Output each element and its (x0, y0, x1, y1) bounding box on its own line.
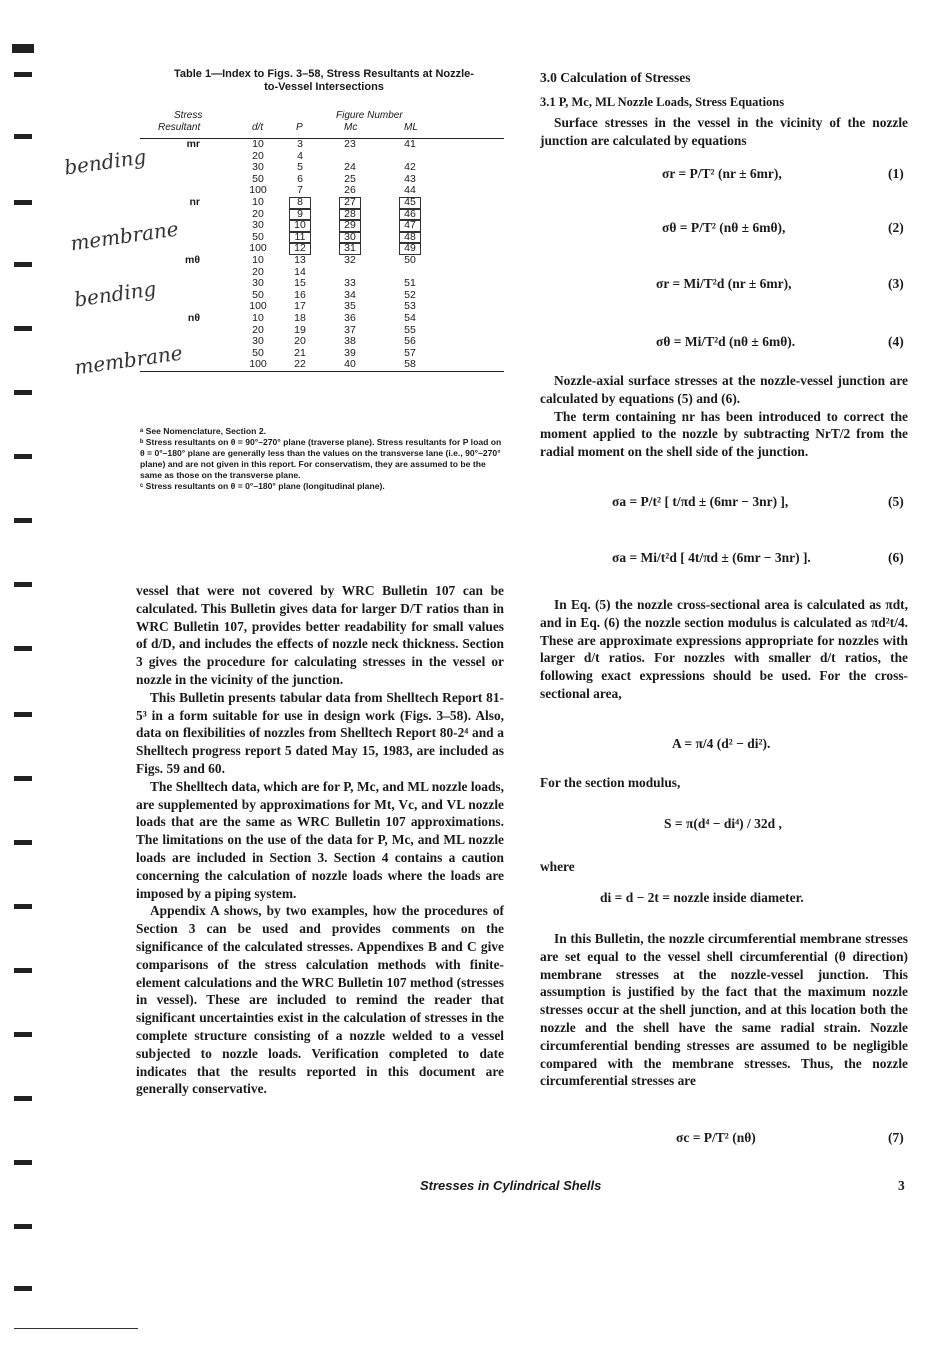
table-cell-ml: 58 (404, 358, 416, 371)
margin-mark (14, 72, 32, 77)
table-cell-ml: 46 (399, 209, 421, 221)
table-cell-ml: 50 (404, 253, 416, 266)
equation-area: A = π/4 (d² − di²). (672, 736, 771, 751)
table-cell-ml: 51 (404, 277, 416, 290)
paragraph: For the section modulus, (540, 775, 681, 790)
table-cell-ml: 42 (404, 161, 416, 174)
equation-number: (3) (888, 276, 904, 291)
table-cell-mc: 36 (344, 311, 356, 324)
header-dt: d/t (252, 122, 264, 133)
equation-number: (4) (888, 334, 904, 349)
table-row (140, 139, 504, 151)
where-text (540, 858, 908, 876)
header-resultant: Resultant (158, 122, 201, 133)
table-cell-ml: 44 (404, 184, 416, 197)
axial-paragraph (540, 372, 908, 461)
table-cell-p: 3 (297, 138, 303, 150)
table-cell-dt: 20 (252, 149, 264, 162)
table-cell-p: 17 (294, 300, 306, 313)
table-cell-p: 11 (289, 232, 311, 244)
table-cell-mc: 37 (344, 323, 356, 336)
table-cell-mc: 38 (344, 335, 356, 348)
paragraph: vessel that were not covered by WRC Bulletin 107 can be calculated. This Bulletin gives data for larger D/T ratios than in WRC Bulletin 107, provides better readability for small values of d/D, and includes the effects of nozzle neck thickness. Section 3 gives the procedure for calculating stresses in the vessel or nozzle in the vicinity of the junction. (136, 583, 504, 687)
eq6-paragraph (540, 596, 908, 703)
page-number: 3 (898, 1178, 905, 1193)
table-cell-p: 20 (294, 335, 306, 348)
table-cell-ml: 48 (399, 232, 421, 244)
table-cell-res: mθ (184, 253, 200, 266)
table-cell-dt: 50 (252, 172, 264, 185)
table-cell-p: 19 (294, 323, 306, 336)
table-cell-dt: 10 (252, 253, 264, 266)
table-row (140, 267, 504, 279)
table-cell-dt: 50 (252, 346, 264, 359)
table-row (140, 313, 504, 325)
margin-mark (14, 1032, 32, 1037)
table-cell-mc: 39 (344, 346, 356, 359)
paragraph: In this Bulletin, the nozzle circumferential membrane stresses are set equal to the vessel shell circumferential (θ direction) membrane stresses at the nozzle-vessel junction. This assumption is justified by the fact that the maximum nozzle stresses occur at the shell junction, and at this location both the nozzle and the shell have the same radial strain. Nozzle circumferential bending stresses are assumed to be negligible compared with the membrane stresses. Thus, the nozzle circumferential stresses are (540, 931, 908, 1089)
footnote: ᶜ Stress resultants on θ = 0°–180° plane (longitudinal plane). (140, 481, 385, 491)
table-cell-dt: 50 (252, 288, 264, 301)
handwritten-note: membrane (72, 340, 184, 380)
margin-mark (14, 968, 32, 973)
table-cell-ml: 45 (399, 197, 421, 209)
equation-number: (6) (888, 550, 904, 565)
table-cell-ml: 43 (404, 172, 416, 185)
table-cell-ml: 52 (404, 288, 416, 301)
table-cell-dt: 30 (252, 161, 264, 174)
table-cell-mc: 27 (339, 197, 361, 209)
table-row (140, 348, 504, 360)
table-row (140, 220, 504, 232)
table-cell-ml: 55 (404, 323, 416, 336)
equation-5: σa = P/t² [ t/πd ± (6mr − 3nr) ], (612, 494, 789, 509)
paragraph: where (540, 859, 575, 874)
paragraph: Appendix A shows, by two examples, how the procedures of Section 3 can be used and provides comments on the significance of the calculated stresses. Appendixes B and C give comparisons of the stress calculation methods with finite-element calculations and the WRC Bulletin 107 method (stresses in vessel). These are included to remind the reader that significant uncertainties exist in the calculation of stresses in the complete structure consisting of a nozzle welded to a vessel subjected to nozzle loads. Verification completed to date indicates that the results reported in this document are generally conservative. (136, 903, 504, 1097)
index-table (140, 108, 504, 372)
table-row (140, 162, 504, 174)
table-row (140, 278, 504, 290)
equation-number: (5) (888, 494, 904, 509)
table-cell-p: 15 (294, 277, 306, 290)
equation-3: σr = Mi/T²d (nr ± 6mr), (656, 276, 792, 291)
table-cell-p: 18 (294, 311, 306, 324)
table-cell-ml: 57 (404, 346, 416, 359)
table-cell-p: 9 (289, 209, 311, 221)
table-cell-mc: 33 (344, 277, 356, 290)
equation-inside-diameter: di = d − 2t = nozzle inside diameter. (600, 890, 804, 905)
table-cell-dt: 100 (249, 184, 267, 197)
table-cell-dt: 100 (249, 300, 267, 313)
table-title (128, 68, 520, 94)
margin-mark (14, 776, 32, 781)
bottom-rule (14, 1328, 138, 1329)
table-row (140, 174, 504, 186)
table-row (140, 197, 504, 209)
equation-2: σθ = P/T² (nθ ± 6mθ), (662, 220, 786, 235)
table-cell-dt: 20 (252, 323, 264, 336)
table-cell-mc: 34 (344, 288, 356, 301)
table-cell-mc: 32 (344, 253, 356, 266)
table-cell-mc: 31 (339, 243, 361, 255)
paragraph: Nozzle-axial surface stresses at the nozzle-vessel junction are calculated by equations (5) and (6). (540, 373, 908, 406)
table-cell-dt: 30 (252, 335, 264, 348)
table-rule (140, 371, 504, 372)
margin-mark (14, 582, 32, 587)
table-cell-ml: 41 (404, 138, 416, 150)
table-cell-mc: 29 (339, 220, 361, 232)
equation-modulus: S = π(d⁴ − di⁴) / 32d , (664, 816, 782, 831)
table-cell-p: 12 (289, 243, 311, 255)
table-cell-ml: 56 (404, 335, 416, 348)
table-cell-dt: 10 (252, 138, 264, 150)
header-ml: ML (404, 122, 418, 133)
margin-mark (14, 646, 32, 651)
equation-6: σa = Mi/t²d [ 4t/πd ± (6mr − 3nr) ]. (612, 550, 811, 565)
header-figure-number: Figure Number (336, 110, 403, 121)
margin-mark (14, 904, 32, 909)
header-stress: Stress (174, 110, 203, 121)
table-row (140, 255, 504, 267)
table-row (140, 232, 504, 244)
margin-mark (14, 1224, 32, 1229)
table-title-line: Table 1—Index to Figs. 3–58, Stress Resultants at Nozzle- (174, 68, 474, 80)
table-cell-res: nr (189, 195, 200, 208)
margin-mark (12, 44, 34, 53)
table-cell-mc: 35 (344, 300, 356, 313)
table-cell-p: 13 (294, 253, 306, 266)
margin-mark (14, 1096, 32, 1101)
table-cell-dt: 100 (249, 358, 267, 371)
margin-mark (14, 1160, 32, 1165)
margin-mark (14, 840, 32, 845)
table-cell-dt: 20 (252, 207, 264, 220)
equation-number: (7) (888, 1130, 904, 1145)
table-cell-p: 8 (289, 197, 311, 209)
table-title-line: to-Vessel Intersections (264, 81, 384, 93)
margin-mark (14, 390, 32, 395)
margin-mark (14, 134, 32, 139)
table-cell-dt: 50 (252, 230, 264, 243)
table-cell-dt: 30 (252, 219, 264, 232)
margin-mark (14, 326, 32, 331)
table-cell-mc: 40 (344, 358, 356, 371)
margin-mark (14, 1286, 32, 1291)
table-cell-p: 22 (294, 358, 306, 371)
table-cell-ml: 53 (404, 300, 416, 313)
left-column-text (136, 582, 504, 1098)
footnote: ᵇ Stress resultants on θ = 90°–270° plane (traverse plane). Stress resultants for P load on θ = 0°–180° plane are generally less than the values on the transverse lane (i.e., 90°–270° plane) and are not given in this report. For conservatism, they are assumed to be the same as those on the transverse plane. (140, 437, 502, 480)
table-cell-dt: 10 (252, 311, 264, 324)
table-cell-mc: 28 (339, 209, 361, 221)
table-cell-dt: 100 (249, 242, 267, 255)
handwritten-note: bending (62, 144, 148, 180)
table-cell-p: 14 (294, 265, 306, 278)
table-cell-p: 16 (294, 288, 306, 301)
equation-4: σθ = Mi/T²d (nθ ± 6mθ). (656, 334, 796, 349)
paragraph: The Shelltech data, which are for P, Mc, and ML nozzle loads, are supplemented by approximations for Mt, Vc, and VL nozzle loads that are the same as WRC Bulletin 107 approximations. The limitations on the use of the data for P, Mc, and ML nozzle loads are included in Section 3. Section 4 contains a caution concerning the calculation of nozzle loads where the loads are imposed by a piping system. (136, 778, 504, 901)
header-p: P (296, 122, 303, 133)
margin-mark (14, 518, 32, 523)
table-cell-p: 21 (294, 346, 306, 359)
table-row (140, 325, 504, 337)
table-cell-mc: 30 (339, 232, 361, 244)
margin-mark (14, 262, 32, 267)
paragraph: This Bulletin presents tabular data from Shelltech Report 81-5³ in a form suitable for use in design work (Figs. 3–58). Also, data on flexibilities of nozzles from Shelltech Report 80-2⁴ and a Shelltech progress report 5 dated May 15, 1983, are included as Figs. 59 and 60. (136, 689, 504, 776)
table-cell-p: 10 (289, 220, 311, 232)
equation-1: σr = P/T² (nr ± 6mr), (662, 166, 782, 181)
running-footer-title: Stresses in Cylindrical Shells (420, 1178, 602, 1193)
table-cell-p: 7 (297, 184, 303, 197)
table-row (140, 359, 504, 371)
table-row (140, 290, 504, 302)
footnote: ᵃ See Nomenclature, Section 2. (140, 426, 266, 436)
handwritten-note: bending (72, 276, 158, 312)
table-body (140, 139, 504, 371)
margin-mark (14, 712, 32, 717)
table-cell-dt: 10 (252, 195, 264, 208)
table-cell-mc: 25 (344, 172, 356, 185)
handwritten-note: membrane (68, 216, 180, 256)
table-row (140, 336, 504, 348)
subsection-title: 3.1 P, Mc, ML Nozzle Loads, Stress Equations (540, 95, 785, 109)
table-cell-res: mr (186, 138, 200, 150)
table-cell-res: nθ (187, 311, 200, 324)
bulletin-paragraph (540, 930, 908, 1090)
table-header (140, 108, 504, 138)
table-cell-ml: 54 (404, 311, 416, 324)
table-cell-p: 4 (297, 149, 303, 162)
table-row (140, 209, 504, 221)
paragraph: In Eq. (5) the nozzle cross-sectional area is calculated as πdt, and in Eq. (6) the nozzle section modulus is calculated as πd²t/4. These are approximate expressions appropriate for nozzles with larger d/t ratios. For nozzles with smaller d/t ratios, the following exact expressions should be used. For the cross-sectional area, (540, 597, 908, 701)
intro-paragraph (540, 114, 908, 150)
equation-7: σc = P/T² (nθ) (676, 1130, 756, 1145)
equation-number: (1) (888, 166, 904, 181)
modulus-paragraph (540, 774, 908, 792)
paragraph: Surface stresses in the vessel in the vicinity of the nozzle junction are calculated by equations (540, 115, 908, 148)
table-cell-mc: 24 (344, 161, 356, 174)
table-footnotes (140, 426, 504, 492)
table-cell-dt: 20 (252, 265, 264, 278)
table-cell-mc: 23 (344, 138, 356, 150)
table-cell-p: 5 (297, 161, 303, 174)
table-cell-ml: 49 (399, 243, 421, 255)
paragraph: The term containing nr has been introduced to correct the moment applied to the nozzle by subtracting NrT/2 from the radial moment on the shell side of the junction. (540, 408, 908, 460)
margin-mark (14, 454, 32, 459)
margin-mark (14, 200, 32, 205)
table-cell-mc: 26 (344, 184, 356, 197)
section-title: 3.0 Calculation of Stresses (540, 70, 691, 85)
table-cell-dt: 30 (252, 277, 264, 290)
table-cell-ml: 47 (399, 220, 421, 232)
table-row (140, 151, 504, 163)
table-cell-p: 6 (297, 172, 303, 185)
equation-number: (2) (888, 220, 904, 235)
header-mc: Mc (344, 122, 358, 133)
